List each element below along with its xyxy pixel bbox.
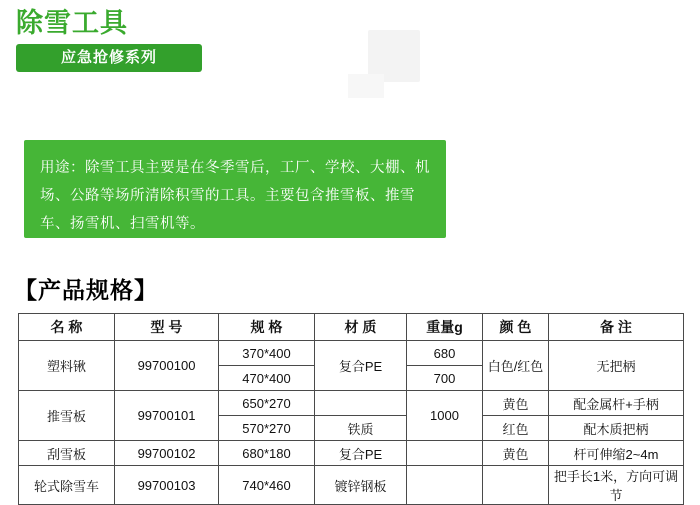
section-heading: 【产品规格】 [14, 277, 158, 303]
page-title: 除雪工具 [16, 8, 128, 38]
intro-text: 用途：除雪工具主要是在冬季雪后，工厂、学校、大棚、机场、公路等场所清除积雪的工具。主要包含推雪板、推雪车、扬雪机、扫雪机等。 [40, 160, 430, 232]
cell-name: 轮式除雪车 [19, 466, 115, 505]
cell-spec: 740*460 [219, 466, 315, 505]
cell-weight: 680 [407, 341, 483, 366]
cell-material: 复合PE [315, 341, 407, 391]
table-row [19, 341, 684, 366]
table-row [19, 391, 684, 416]
cell-material: 铁质 [315, 416, 407, 441]
cell-spec: 570*270 [219, 416, 315, 441]
cell-remark: 配金属杆+手柄 [549, 391, 684, 416]
table-header-cell: 备 注 [549, 314, 684, 341]
spec-table-container [18, 313, 683, 505]
cell-color: 黄色 [483, 391, 549, 416]
cell-weight: 1000 [407, 391, 483, 441]
intro-box [24, 140, 446, 238]
table-header-cell: 颜 色 [483, 314, 549, 341]
cell-spec: 650*270 [219, 391, 315, 416]
cell-model: 99700103 [115, 466, 219, 505]
table-row [19, 466, 684, 505]
cell-color: 白色/红色 [483, 341, 549, 391]
cell-material [315, 391, 407, 416]
cell-name: 刮雪板 [19, 441, 115, 466]
decorative-shape-secondary [348, 74, 384, 98]
table-header-row [19, 314, 684, 341]
cell-material: 复合PE [315, 441, 407, 466]
cell-weight [407, 466, 483, 505]
subtitle-label: 应急抢修系列 [60, 49, 157, 66]
cell-remark: 把手长1米，方向可调节 [549, 466, 684, 505]
cell-spec: 680*180 [219, 441, 315, 466]
subtitle-banner [16, 44, 202, 72]
cell-remark: 杆可伸缩2~4m [549, 441, 684, 466]
cell-model: 99700102 [115, 441, 219, 466]
cell-remark: 配木质把柄 [549, 416, 684, 441]
table-header-cell: 型 号 [115, 314, 219, 341]
cell-spec: 470*400 [219, 366, 315, 391]
cell-model: 99700100 [115, 341, 219, 391]
cell-color: 红色 [483, 416, 549, 441]
cell-model: 99700101 [115, 391, 219, 441]
table-header-cell: 名 称 [19, 314, 115, 341]
spec-table [18, 313, 684, 505]
cell-weight [407, 441, 483, 466]
cell-spec: 370*400 [219, 341, 315, 366]
table-row [19, 441, 684, 466]
cell-remark: 无把柄 [549, 341, 684, 391]
cell-material: 镀锌钢板 [315, 466, 407, 505]
table-header-cell: 规 格 [219, 314, 315, 341]
cell-name: 塑料锹 [19, 341, 115, 391]
cell-color: 黄色 [483, 441, 549, 466]
cell-name: 推雪板 [19, 391, 115, 441]
table-header-cell: 重量g [407, 314, 483, 341]
cell-weight: 700 [407, 366, 483, 391]
cell-color [483, 466, 549, 505]
table-header-cell: 材 质 [315, 314, 407, 341]
